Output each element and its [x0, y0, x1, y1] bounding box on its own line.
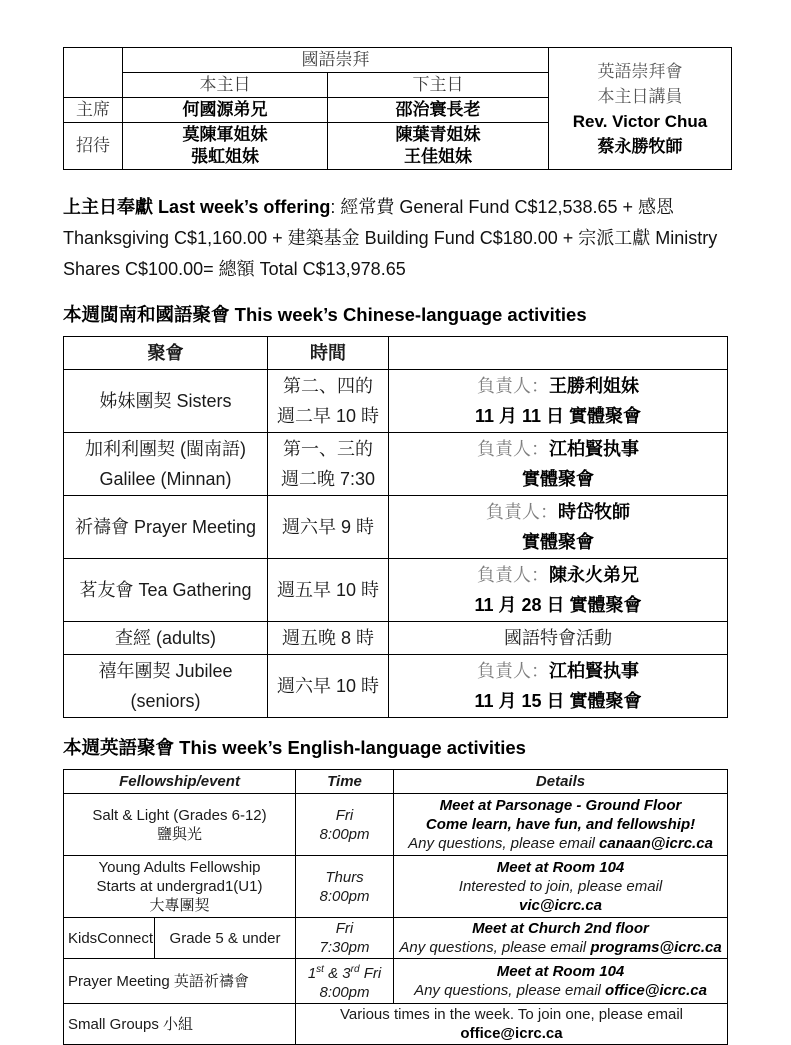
event-time: [296, 918, 394, 959]
details-line: Meet at Church 2nd floor: [472, 920, 649, 937]
details-text: Various times in the week. To join one, please email: [340, 1006, 683, 1023]
time-line: 第一、三的: [283, 439, 373, 459]
time-line: 週二早 10 時: [276, 406, 380, 426]
activity-name: 禧年團契 Jubilee (seniors): [64, 655, 268, 718]
details-line: Meet at Room 104: [496, 859, 625, 876]
activity-details: [389, 655, 728, 718]
details-text: Any questions, please email: [414, 982, 606, 999]
leader-label: 負責人：: [477, 439, 549, 459]
leader-line: [393, 656, 723, 686]
event-name-line: Salt & Light (Grades 6-12): [92, 806, 267, 824]
column-header-time: 時間: [268, 337, 389, 370]
chinese-activities-heading: 本週閩南和國語聚會 This week’s Chinese-language activities: [63, 304, 587, 325]
activity-time: 週五早 10 時: [268, 559, 389, 622]
event-row-small-groups: [64, 1004, 728, 1045]
activity-time: 週五晚 8 時: [268, 622, 389, 655]
activity-details: [389, 433, 728, 496]
meeting-note: 11 月 15 日 實體聚會: [474, 691, 642, 711]
usher-name: 陳葉青姐妹: [395, 125, 481, 144]
activity-name: 姊妹團契 Sisters: [64, 370, 268, 433]
time-line: Thurs: [325, 868, 364, 886]
time-line: 第二、四的: [283, 376, 373, 396]
activity-time: 週六早 10 時: [268, 655, 389, 718]
activity-row-prayer: [64, 496, 728, 559]
time-line: 8:00pm: [319, 887, 370, 905]
leader-name: 江柏賢执事: [549, 661, 639, 681]
event-details: [296, 1004, 728, 1045]
event-name-line: Starts at undergrad1(U1): [96, 878, 263, 895]
activity-name: 查經 (adults): [64, 622, 268, 655]
activity-row-sisters: [64, 370, 728, 433]
meeting-note: 11 月 28 日 實體聚會: [474, 595, 642, 615]
usher-name: 張虹姐妹: [191, 147, 259, 166]
offering-label: 上主日奉獻 Last week’s offering: [63, 197, 331, 217]
chair-this-sunday: 何國源弟兄: [123, 98, 328, 123]
details-line: Interested to join, please email: [458, 878, 663, 895]
activity-row-bible-study: [64, 622, 728, 655]
details-text: Any questions, please email: [408, 835, 600, 852]
event-time: [296, 794, 394, 856]
time-line: 8:00pm: [319, 984, 370, 1001]
english-activities-table: [63, 769, 728, 1045]
event-details: [394, 918, 728, 959]
chair-next-sunday: 邵治寰長老: [328, 98, 549, 123]
activity-time: [268, 433, 389, 496]
meeting-note: 實體聚會: [522, 469, 594, 489]
ushers-next-sunday: [328, 123, 549, 170]
column-header-fellowship: Fellowship/event: [64, 770, 296, 794]
leader-label: 負責人：: [477, 661, 549, 681]
time-line: Fri: [335, 806, 354, 824]
activity-row-tea: [64, 559, 728, 622]
activity-name: 茗友會 Tea Gathering: [64, 559, 268, 622]
english-service-title: 英語崇拜會: [597, 61, 683, 81]
leader-line: [393, 371, 723, 401]
details-line: [398, 834, 723, 853]
chinese-activities-table: [63, 336, 728, 718]
time-line: 週二晚 7:30: [280, 469, 376, 489]
time-text: Fri: [359, 965, 382, 982]
time-text: & 3: [323, 965, 351, 982]
activity-name: 祈禱會 Prayer Meeting: [64, 496, 268, 559]
activity-row-jubilee: [64, 655, 728, 718]
email-address: programs@icrc.ca: [590, 939, 722, 956]
english-service-subtitle: 本主日講員: [597, 86, 683, 106]
email-address: vic@icrc.ca: [519, 897, 603, 914]
event-row-salt-and-light: [64, 794, 728, 856]
leader-line: [393, 560, 723, 590]
name-line: 加利利團契 (閩南語): [85, 439, 246, 459]
event-name-line: 鹽與光: [157, 825, 203, 843]
chinese-table-header-row: [64, 337, 728, 370]
time-text: 1: [307, 965, 317, 982]
details-line: [398, 981, 723, 1000]
column-header-time: Time: [296, 770, 394, 794]
mandarin-worship-header: 國語崇拜: [123, 48, 549, 73]
details-line: Come learn, have fun, and fellowship!: [425, 816, 696, 833]
offering-amounts-text: : 經常費 General Fund C$12,538.65 + 感恩 Thanksgiving C$1,160.00 + 建築基金 Building Fund C$180.00 + 宗派工獻 Ministry Shares C$100.00= 總額 Total C$13,978.65: [63, 197, 718, 279]
event-details: [394, 794, 728, 856]
email-address: office@icrc.ca: [605, 982, 707, 999]
ordinal-suffix: st: [316, 964, 324, 975]
email-address: office@icrc.ca: [460, 1025, 563, 1042]
event-row-prayer-meeting: [64, 959, 728, 1004]
event-time: [296, 856, 394, 918]
event-name: [64, 794, 296, 856]
english-speaker-name-en: Rev. Victor Chua: [572, 111, 708, 131]
column-header-details: Details: [394, 770, 728, 794]
roster-corner-cell: [64, 48, 123, 98]
usher-name: 莫陳軍姐妹: [182, 125, 268, 144]
leader-label: 負責人：: [477, 565, 549, 585]
english-table-header-row: [64, 770, 728, 794]
event-name-line: 大專團契: [149, 897, 210, 914]
activity-details: [389, 370, 728, 433]
activity-details: 國語特會活動: [389, 622, 728, 655]
time-line: Fri: [335, 920, 354, 937]
leader-name: 江柏賢执事: [549, 439, 639, 459]
leader-name: 時岱牧師: [558, 502, 630, 522]
event-name: KidsConnect: [64, 918, 155, 959]
activity-details: [389, 559, 728, 622]
roster-header-row: [64, 48, 732, 73]
leader-line: [393, 497, 723, 527]
event-time: [296, 959, 394, 1004]
time-line: [300, 960, 389, 983]
details-line: Meet at Parsonage - Ground Floor: [439, 797, 682, 814]
name-line: Galilee (Minnan): [99, 469, 232, 489]
details-line: [398, 938, 723, 957]
event-grade-range: Grade 5 & under: [155, 918, 296, 959]
activity-row-galilee: [64, 433, 728, 496]
details-line: Meet at Room 104: [496, 963, 625, 980]
ushers-this-sunday: [123, 123, 328, 170]
activity-details: [389, 496, 728, 559]
event-row-young-adults: [64, 856, 728, 918]
details-text: Any questions, please email: [399, 939, 591, 956]
ordinal-suffix: rd: [350, 964, 360, 975]
this-sunday-header: 本主日: [123, 73, 328, 98]
leader-label: 負責人：: [477, 376, 549, 396]
leader-line: [393, 434, 723, 464]
english-activities-heading: 本週英語聚會 This week’s English-language activities: [63, 737, 526, 758]
worship-roster-table: [63, 47, 732, 170]
english-speaker-name-zh: 蔡永勝牧師: [597, 136, 683, 156]
event-name-line: Young Adults Fellowship: [98, 859, 261, 876]
email-address: canaan@icrc.ca: [599, 835, 713, 852]
activity-name: [64, 433, 268, 496]
column-header-event: 聚會: [64, 337, 268, 370]
leader-name: 陳永火弟兄: [549, 565, 639, 585]
activity-time: [268, 370, 389, 433]
next-sunday-header: 下主日: [328, 73, 549, 98]
time-line: 7:30pm: [319, 939, 370, 956]
english-service-cell: [549, 48, 732, 170]
column-header-blank: [389, 337, 728, 370]
event-name: Prayer Meeting 英語祈禱會: [64, 959, 296, 1004]
leader-name: 王勝利姐妹: [549, 376, 639, 396]
chair-label: 主席: [64, 98, 123, 123]
event-name: Small Groups 小組: [64, 1004, 296, 1045]
offering-paragraph: [63, 192, 735, 285]
usher-name: 王佳姐妹: [404, 147, 472, 166]
meeting-note: 11 月 11 日 實體聚會: [474, 406, 642, 426]
event-row-kidsconnect: [64, 918, 728, 959]
meeting-note: 實體聚會: [522, 532, 594, 552]
event-name: [64, 856, 296, 918]
event-details: [394, 959, 728, 1004]
activity-time: 週六早 9 時: [268, 496, 389, 559]
event-details: [394, 856, 728, 918]
leader-label: 負責人：: [486, 502, 558, 522]
time-line: 8:00pm: [319, 825, 370, 843]
ushers-label: 招待: [64, 123, 123, 170]
